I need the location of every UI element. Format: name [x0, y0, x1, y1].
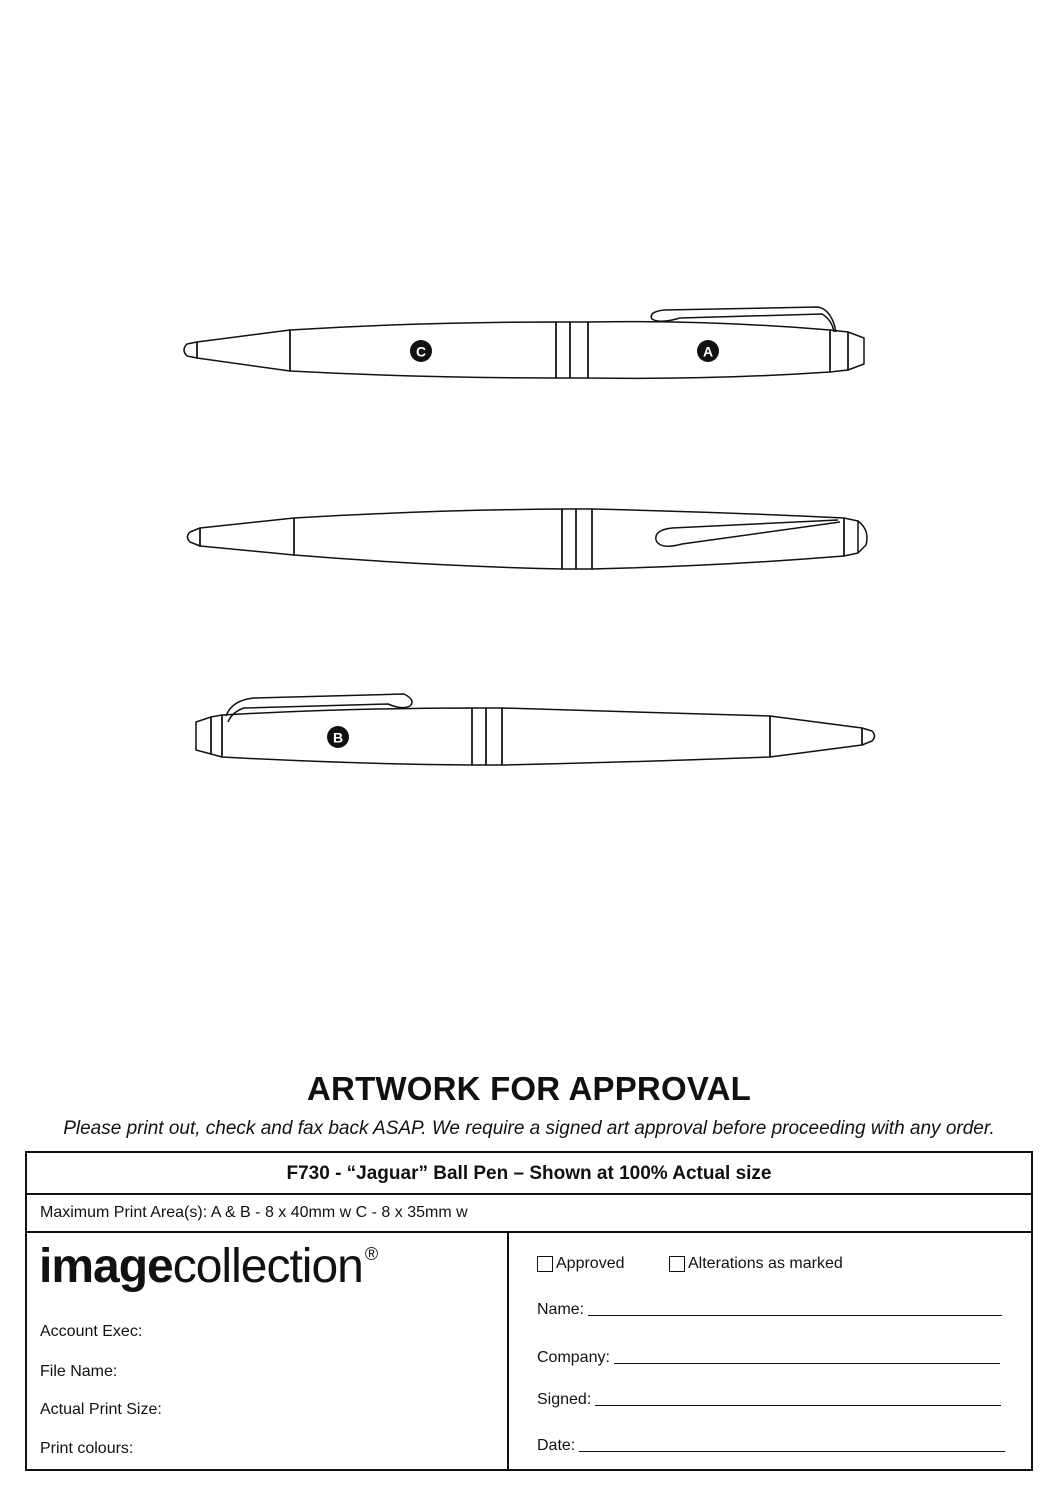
pen-view-clip-side	[188, 509, 868, 569]
company-field[interactable]: Company:	[537, 1349, 1000, 1367]
approval-panel	[509, 1233, 1031, 1469]
signed-line[interactable]	[595, 1405, 1001, 1406]
pen-view-clip-bottom	[196, 694, 875, 765]
print-colours-label: Print colours:	[40, 1440, 134, 1457]
print-area-info: Maximum Print Area(s): A & B - 8 x 40mm w C - 8 x 35mm w	[27, 1195, 1031, 1233]
file-name-label: File Name:	[40, 1363, 118, 1380]
job-details-panel	[27, 1233, 509, 1469]
product-description: F730 - “Jaguar” Ball Pen – Shown at 100% Actual size	[27, 1153, 1031, 1195]
signed-field[interactable]: Signed:	[537, 1391, 1001, 1409]
date-line[interactable]	[579, 1451, 1005, 1452]
marker-c	[410, 340, 432, 362]
checkbox-box[interactable]	[669, 1256, 685, 1272]
alterations-checkbox[interactable]: Alterations as marked	[669, 1255, 843, 1273]
instructions-text: Please print out, check and fax back ASAP. We require a signed art approval before proceeding with any order.	[63, 1118, 995, 1139]
name-field[interactable]: Name:	[537, 1301, 1002, 1319]
svg-text:B: B	[332, 729, 344, 746]
page-title: ARTWORK FOR APPROVAL	[307, 1070, 751, 1107]
svg-text:C: C	[415, 343, 427, 360]
date-field[interactable]: Date:	[537, 1437, 1005, 1455]
svg-text:A: A	[702, 343, 714, 360]
approval-form	[25, 1151, 1033, 1471]
marker-a	[697, 340, 719, 362]
checkbox-box[interactable]	[537, 1256, 553, 1272]
marker-b	[327, 726, 349, 748]
company-line[interactable]	[614, 1363, 1000, 1364]
name-line[interactable]	[588, 1315, 1002, 1316]
account-exec-label: Account Exec:	[40, 1323, 143, 1340]
actual-print-size-label: Actual Print Size:	[40, 1401, 162, 1418]
company-logo: imagecollection ®	[39, 1240, 378, 1293]
pen-view-clip-top	[184, 307, 864, 378]
approved-checkbox[interactable]: Approved	[537, 1255, 625, 1273]
